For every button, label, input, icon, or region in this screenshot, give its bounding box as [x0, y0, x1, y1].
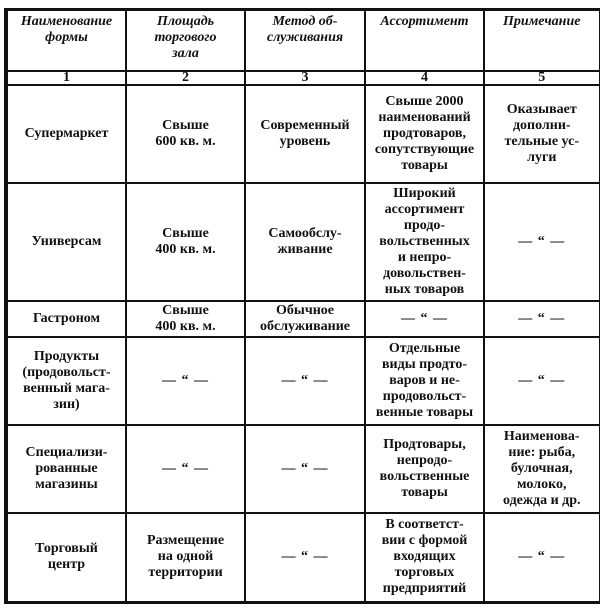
cell-assortment: В соответст- вии с формой входящих торговых предприятий [365, 513, 484, 603]
table-row-specialized [6, 425, 600, 513]
header-assortment: Ассортимент [365, 10, 484, 71]
cell-assortment: Отдельные виды продто- варов и не- продовольст- венные товары [365, 337, 484, 425]
store-forms-table [4, 8, 600, 604]
cell-assortment: — “ — [365, 301, 484, 337]
cell-note: — “ — [484, 513, 600, 603]
header-service-method: Метод об- служивания [245, 10, 365, 71]
header-form-name: Наименование формы [6, 10, 126, 71]
column-number-row [6, 71, 600, 85]
cell-note: — “ — [484, 301, 600, 337]
header-floor-area: Площадь торгового зала [126, 10, 245, 71]
header-note: Примечание [484, 10, 600, 71]
cell-area: — “ — [126, 337, 245, 425]
table-row-products [6, 337, 600, 425]
cell-form: Продукты (продовольст- венный мага- зин) [6, 337, 126, 425]
cell-service: — “ — [245, 513, 365, 603]
header-row [6, 10, 600, 71]
cell-service: — “ — [245, 337, 365, 425]
cell-form: Торговый центр [6, 513, 126, 603]
column-number: 3 [245, 71, 365, 85]
column-number: 4 [365, 71, 484, 85]
cell-form: Специализи- рованные магазины [6, 425, 126, 513]
table-row-universam [6, 183, 600, 301]
cell-assortment: Широкий ассортимент продо- вольственных и непро- довольствен- ных товаров [365, 183, 484, 301]
cell-area: Свыше 400 кв. м. [126, 183, 245, 301]
table-row-trade-center [6, 513, 600, 603]
cell-service: Обычное обслуживание [245, 301, 365, 337]
cell-note: Наименова- ние: рыба, булочная, молоко, одежда и др. [484, 425, 600, 513]
cell-form: Универсам [6, 183, 126, 301]
cell-note: Оказывает дополни- тельные ус- луги [484, 85, 600, 183]
column-number: 2 [126, 71, 245, 85]
column-number: 1 [6, 71, 126, 85]
cell-service: Самообслу- живание [245, 183, 365, 301]
cell-form: Гастроном [6, 301, 126, 337]
table-row-gastronom [6, 301, 600, 337]
cell-area: Свыше 600 кв. м. [126, 85, 245, 183]
table-row-supermarket [6, 85, 600, 183]
cell-service: — “ — [245, 425, 365, 513]
cell-service: Современный уровень [245, 85, 365, 183]
cell-area: Размещение на одной территории [126, 513, 245, 603]
column-number: 5 [484, 71, 600, 85]
cell-area: — “ — [126, 425, 245, 513]
cell-assortment: Свыше 2000 наименований продтоваров, сопутствующие товары [365, 85, 484, 183]
cell-assortment: Продтовары, непродо- вольственные товары [365, 425, 484, 513]
cell-form: Супермаркет [6, 85, 126, 183]
cell-note: — “ — [484, 183, 600, 301]
cell-note: — “ — [484, 337, 600, 425]
cell-area: Свыше 400 кв. м. [126, 301, 245, 337]
